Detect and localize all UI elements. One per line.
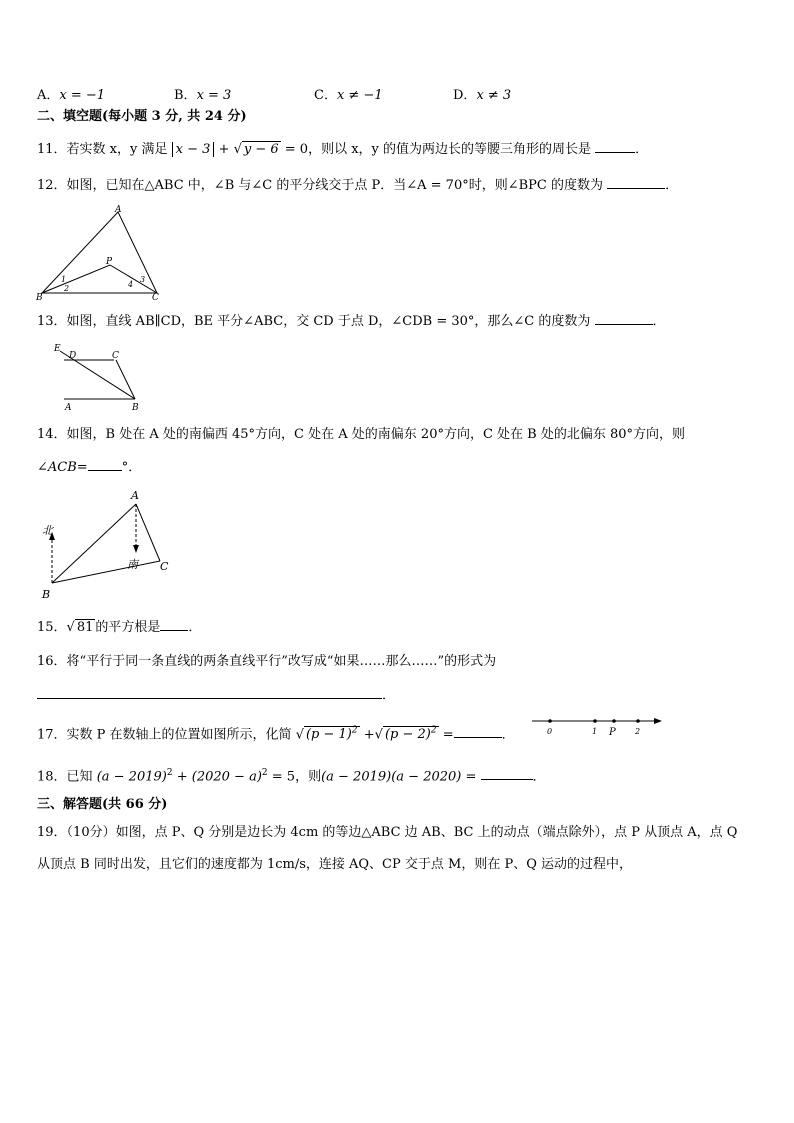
question-11: 11．若实数 x，y 满足 x − 3 + √ y − 6 = 0，则以 x，y 的值为两边长的等腰三角形的周长是 ．	[37, 142, 649, 157]
label-p: P	[106, 257, 113, 267]
label-a: A	[65, 403, 72, 413]
answer-blank	[481, 767, 533, 780]
answer-blank	[607, 176, 665, 189]
question-19-line2: 从顶点 B 同时出发，且它们的速度都为 1cm/s，连接 AQ、CP 交于点 M，则在 P、Q 运动的过程中，	[37, 857, 632, 872]
option-d: D．x ≠ 3	[453, 88, 512, 103]
question-19-line1: 19．（10分）如图，点 P、Q 分别是边长为 4cm 的等边△ABC 边 AB、BC 上的动点（端点除外），点 P 从顶点 A，点 Q	[37, 825, 738, 840]
parallel-lines-figure	[50, 340, 150, 414]
section2-title: 二、填空题(每小题 3 分, 共 24 分)	[37, 109, 247, 124]
answer-blank	[595, 140, 635, 153]
label-c: C	[112, 351, 119, 361]
angle-2: 2	[64, 284, 70, 293]
angle-1: 1	[61, 275, 67, 284]
south-label: 南	[127, 558, 138, 571]
point-p: P	[609, 727, 616, 738]
abs-expression: x − 3	[172, 142, 215, 157]
answer-blank	[595, 312, 653, 325]
question-14: 14．如图，B 处在 A 处的南偏西 45°方向，C 处在 A 处的南偏东 20°方向，C 处在 B 处的北偏东 80°方向，则	[37, 427, 686, 442]
question-15: 15．√ 81 的平方根是 ．	[37, 620, 202, 635]
number-line-figure	[528, 712, 668, 738]
label-b: B	[42, 588, 51, 601]
tick-2: 2	[635, 727, 641, 736]
question-17: 17．实数 P 在数轴上的位置如图所示，化简 √ $(p - 1)^2$ +√ $(p - 2)^2$ = ．	[37, 726, 515, 743]
answer-blank	[454, 725, 502, 738]
question-14-line2: ∠ACB= °．	[37, 460, 142, 475]
question-12: 12．如图，已知在△ABC 中，∠B 与∠C 的平分线交于点 P．当∠A = 70°时，则∠BPC 的度数为 ．	[37, 178, 679, 193]
question-16: 16．将“平行于同一条直线的两条直线平行”改写成“如果……那么……”的形式为	[37, 654, 497, 669]
label-d: D	[69, 351, 77, 361]
section3-title: 三、解答题(共 66 分)	[37, 797, 168, 812]
triangle-abc-figure	[30, 200, 170, 302]
answer-blank	[37, 686, 382, 699]
direction-figure	[36, 484, 176, 602]
option-a: A．x = −1	[37, 88, 106, 103]
answer-blank	[88, 458, 122, 471]
north-label: 北	[42, 524, 53, 537]
tick-0: 0	[547, 727, 553, 736]
question-13: 13．如图，直线 AB∥CD，BE 平分∠ABC，交 CD 于点 D，∠CDB = 30°，那么∠C 的度数为 ．	[37, 314, 666, 329]
label-c: C	[160, 560, 169, 573]
label-a: A	[131, 489, 139, 502]
label-b: B	[36, 293, 43, 302]
label-b: B	[132, 403, 139, 413]
label-e: E	[54, 344, 61, 354]
option-c: C．x ≠ −1	[314, 88, 383, 103]
option-b: B．x = 3	[174, 88, 232, 103]
question-18: 18．已知 $(a - 2019)^2 + (2020 - a)^2 = 5$，则(a − 2019)(a − 2020) = ．	[37, 768, 546, 785]
angle-4: 4	[128, 280, 134, 289]
tick-1: 1	[592, 727, 598, 736]
answer-blank	[160, 618, 188, 631]
label-c: C	[152, 293, 159, 302]
question-16-answer-line: ．	[37, 686, 395, 705]
label-a: A	[115, 205, 122, 215]
angle-3: 3	[140, 275, 146, 284]
